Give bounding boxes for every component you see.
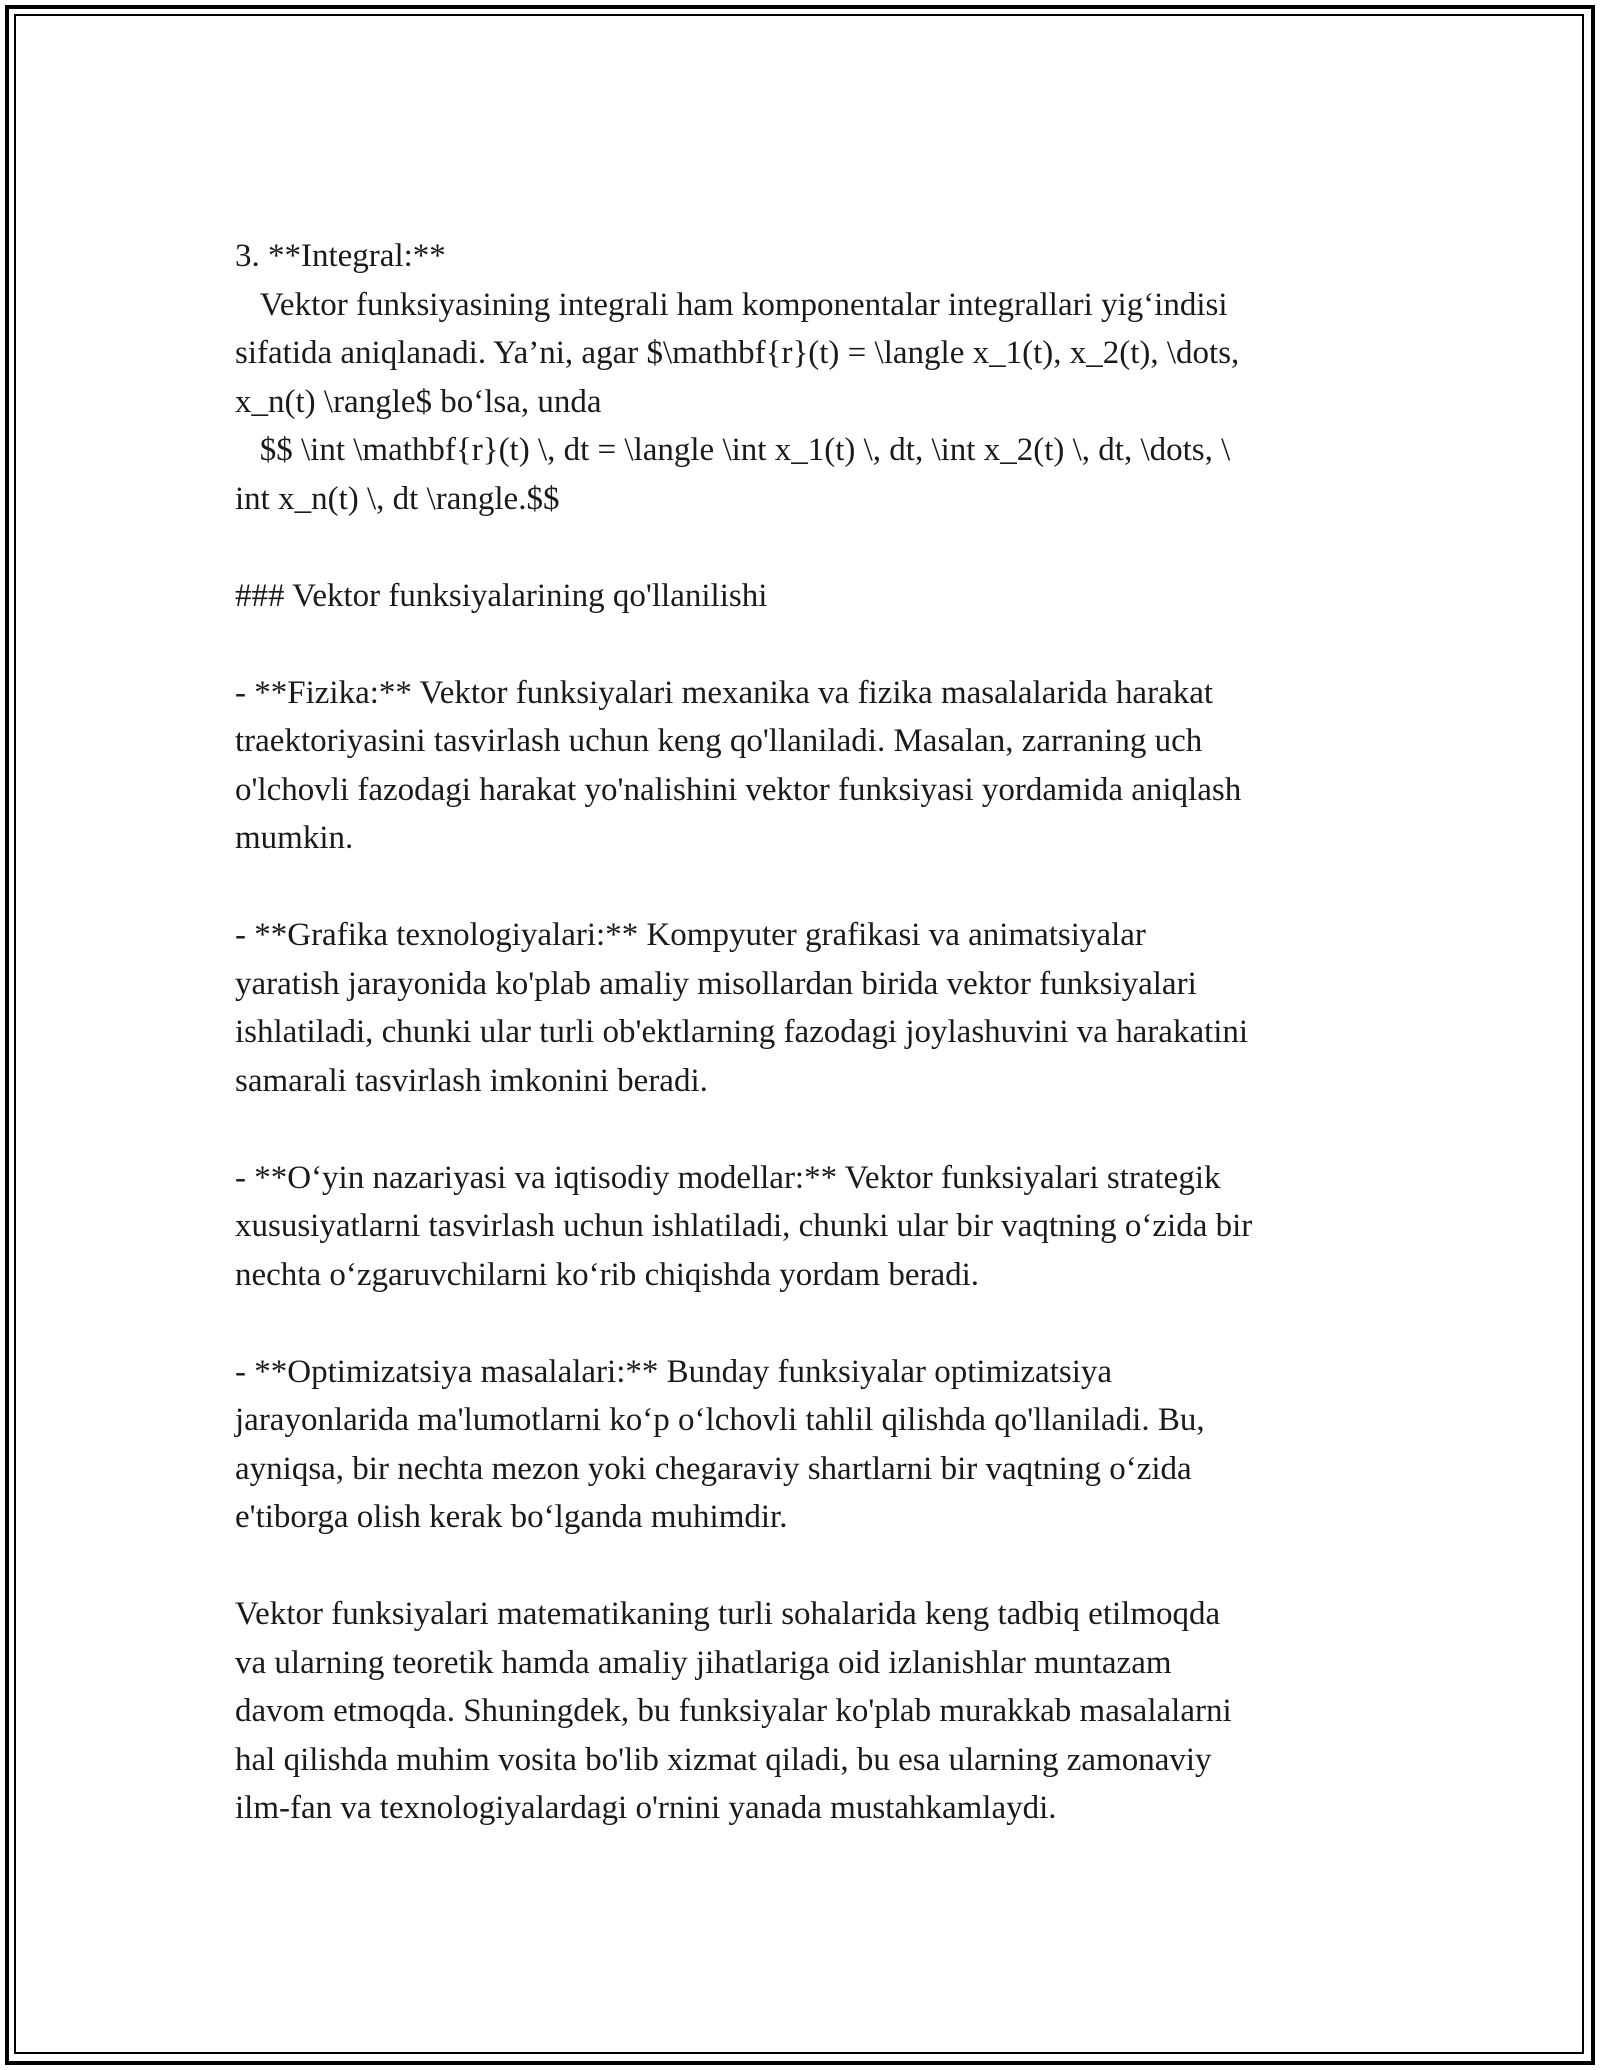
section-heading bbox=[235, 572, 1375, 621]
text-line: - **Fizika:** Vektor funksiyalari mexanika va fizika masalalarida harakat bbox=[235, 674, 1214, 711]
text-line: Vektor funksiyasining integrali ham komponentalar integrallari yig‘indisi bbox=[235, 286, 1228, 323]
text-line: ilm-fan va texnologiyalardagi o'rnini yanada mustahkamlaydi. bbox=[235, 1790, 1057, 1826]
document-body bbox=[235, 232, 1375, 1833]
text-line: - **Optimizatsiya masalalari:** Bunday funksiyalar optimizatsiya bbox=[235, 1353, 1113, 1390]
paragraph-fizika bbox=[235, 669, 1375, 863]
text-line: davom etmoqda. Shuningdek, bu funksiyalar ko'plab murakkab masalalarni bbox=[235, 1693, 1232, 1729]
paragraph-integral bbox=[235, 232, 1375, 523]
text-line: mumkin. bbox=[235, 820, 354, 856]
text-line: int x_n(t) \, dt \rangle.$$ bbox=[235, 480, 560, 517]
text-line: jarayonlarida ma'lumotlarni ko‘p o‘lchovli tahlil qilishda qo'llaniladi. Bu, bbox=[235, 1402, 1205, 1438]
paragraph-spacer bbox=[235, 620, 1375, 669]
text-line: samarali tasvirlash imkonini beradi. bbox=[235, 1062, 708, 1099]
paragraph-optimizatsiya bbox=[235, 1348, 1375, 1542]
paragraph-spacer bbox=[235, 1105, 1375, 1154]
text-line: xususiyatlarni tasvirlash uchun ishlatiladi, chunki ular bir vaqtning o‘zida bir bbox=[235, 1208, 1253, 1244]
text-line: ishlatiladi, chunki ular turli ob'ektlarning fazodagi joylashuvini va harakatini bbox=[235, 1014, 1249, 1050]
text-line: 3. **Integral:** bbox=[235, 238, 446, 274]
text-line: hal qilishda muhim vosita bo'lib xizmat qiladi, bu esa ularning zamonaviy bbox=[235, 1741, 1212, 1778]
text-line: e'tiborga olish kerak bo‘lganda muhimdir. bbox=[235, 1499, 788, 1535]
paragraph-spacer bbox=[235, 1542, 1375, 1591]
text-line: - **Grafika texnologiyalari:** Kompyuter grafikasi va animatsiyalar bbox=[235, 917, 1146, 953]
paragraph-oyin bbox=[235, 1154, 1375, 1300]
text-line: yaratish jarayonida ko'plab amaliy misollardan birida vektor funksiyalari bbox=[235, 965, 1197, 1002]
text-line: - **O‘yin nazariyasi va iqtisodiy modellar:** Vektor funksiyalari strategik bbox=[235, 1159, 1221, 1196]
paragraph-grafika bbox=[235, 911, 1375, 1105]
text-line: Vektor funksiyalari matematikaning turli sohalarida keng tadbiq etilmoqda bbox=[235, 1596, 1221, 1632]
text-line: nechta o‘zgaruvchilarni ko‘rib chiqishda yordam beradi. bbox=[235, 1256, 980, 1293]
text-line: o'lchovli fazodagi harakat yo'nalishini vektor funksiyasi yordamida aniqlash bbox=[235, 771, 1242, 808]
text-line: x_n(t) \rangle$ bo‘lsa, unda bbox=[235, 383, 602, 420]
paragraph-xulosa bbox=[235, 1590, 1375, 1833]
text-line: sifatida aniqlanadi. Ya’ni, agar $\mathbf{r}(t) = \langle x_1(t), x_2(t), \dots, bbox=[235, 335, 1240, 371]
text-line: traektoriyasini tasvirlash uchun keng qo'llaniladi. Masalan, zarraning uch bbox=[235, 723, 1203, 759]
paragraph-spacer bbox=[235, 523, 1375, 572]
text-line: ayniqsa, bir nechta mezon yoki chegaraviy shartlarni bir vaqtning o‘zida bbox=[235, 1450, 1192, 1487]
text-line: $$ \int \mathbf{r}(t) \, dt = \langle \int x_1(t) \, dt, \int x_2(t) \, dt, \dots, \ bbox=[235, 432, 1231, 468]
paragraph-spacer bbox=[235, 863, 1375, 912]
paragraph-spacer bbox=[235, 1299, 1375, 1348]
text-line: va ularning teoretik hamda amaliy jihatlariga oid izlanishlar muntazam bbox=[235, 1644, 1172, 1681]
heading-text: ### Vektor funksiyalarining qo'llanilishi bbox=[235, 577, 768, 614]
